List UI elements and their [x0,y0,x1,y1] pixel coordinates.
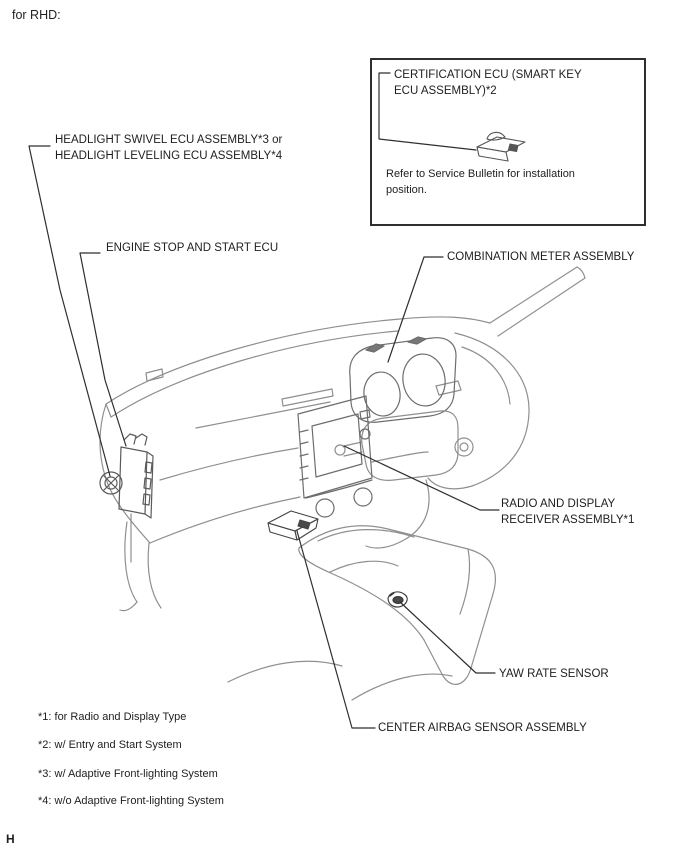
callout-radio-line2: RECEIVER ASSEMBLY*1 [501,514,635,526]
variant-label: for RHD: [12,8,61,22]
callout-combination-meter: COMBINATION METER ASSEMBLY [447,251,635,263]
footnote-1: *1: for Radio and Display Type [38,711,187,723]
yaw-leader [400,602,495,673]
callout-radio-line1: RADIO AND DISPLAY [501,498,616,510]
airbag-leader [297,531,375,728]
callout-center-airbag-sensor: CENTER AIRBAG SENSOR ASSEMBLY [378,722,587,734]
page-marker: H [6,832,15,846]
yaw-sensor-drawing [388,592,407,607]
steering-shroud-drawing [335,411,473,480]
callout-engine-stop-start: ENGINE STOP AND START ECU [106,242,279,254]
dash-line-art [100,267,585,700]
callout-headlight-line2: HEADLIGHT LEVELING ECU ASSEMBLY*4 [55,150,283,162]
combination-meter-drawing [350,337,456,422]
callout-headlight-ecu [55,132,282,164]
footnote-3: *3: w/ Adaptive Front-lighting System [38,768,218,780]
callout-headlight-line1: HEADLIGHT SWIVEL ECU ASSEMBLY*3 or [55,134,283,146]
radio-drawing [298,396,372,517]
callout-radio [501,496,634,528]
callout-yaw-rate-sensor: YAW RATE SENSOR [499,668,609,680]
console-drawing [299,526,496,685]
callout-certification-line2: ECU ASSEMBLY)*2 [394,85,497,97]
certification-callout-box [370,58,646,226]
headlight-leader [29,146,110,476]
combination-meter-leader [388,257,443,362]
footnote-4: *4: w/o Adaptive Front-lighting System [38,795,224,807]
callout-certification-ecu [394,67,582,99]
callout-certification-line1: CERTIFICATION ECU (SMART KEY [394,69,582,81]
certification-note-line1: Refer to Service Bulletin for installation [386,168,575,180]
radio-leader [344,446,499,510]
certification-note [386,166,575,198]
airbag-sensor-drawing [268,511,318,540]
certification-note-line2: position. [386,184,427,196]
footnote-2: *2: w/ Entry and Start System [38,739,182,751]
headlight-ecu-drawing [100,434,153,562]
